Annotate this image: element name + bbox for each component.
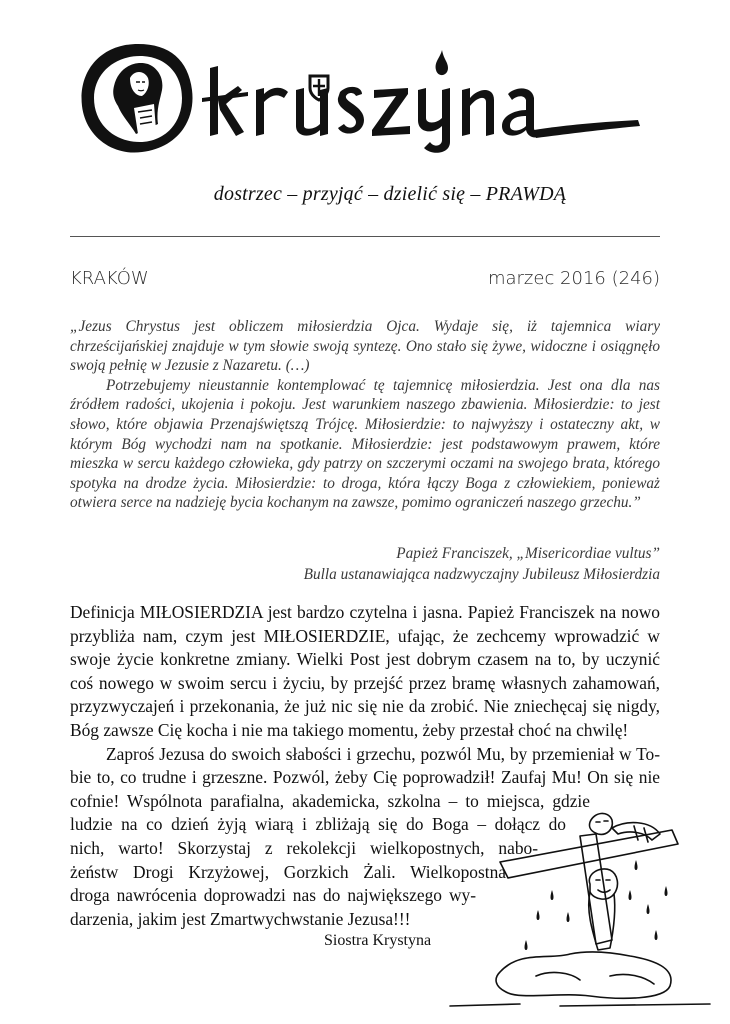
crucifixion-sketch-icon (440, 800, 720, 1010)
attribution-source: Bulla ustanawiająca nadzwyczajny Jubileusz Miłosierdzia (303, 566, 660, 583)
article-line: darzenia, jakim jest Zmartwychwstanie Jezusa!!! (70, 908, 411, 929)
article-line: cofnie! Wspólnota parafialna, akademicka, szkolna – to miejsca, gdzie (70, 790, 590, 811)
okruszyna-logo (78, 38, 658, 158)
article-line: Zaproś Jezusa do swoich słabości i grzechu, pozwól Mu, by przemieniał w To- (106, 743, 660, 764)
madonna-o-icon (82, 44, 193, 153)
quote-attribution (160, 543, 660, 585)
article-paragraph: Definicja MIŁOSIERDZIA jest bardzo czytelna i jasna. Papież Franciszek na nowo przybliża nam, czym jest MIŁOSIERDZIE, ufając, że zechcemy wprowadzić w swoje życie konkretne zmiany. Wielki Post jest dobrym czasem na to, by uczynić coś nowego w swoim sercu i życiu, by przejść przez bramę własnych zahamowań, przyzwyczajeń i przekonania, że już nic się nie da zrobić. Nie zniechęcaj się nigdy, Bóg zawsze Cię kocha i nie ma takiego momentu, żeby przestał choć na chwilę! (70, 602, 660, 740)
papal-quote (70, 317, 660, 513)
article-line: nich, warto! Skorzystaj z rekolekcji wielkopostnych, nabo- (70, 837, 538, 858)
issue-date: marzec 2016 (246) (487, 268, 660, 289)
article-line: ludzie na co dzień żyją wiarą i zbliżają się do Boga – dołącz do (70, 814, 566, 835)
author-signature: Siostra Krystyna (324, 932, 432, 949)
header-divider (70, 236, 660, 237)
title-lettering (202, 50, 640, 153)
article-line: droga nawrócenia doprowadzi nas do największego wy- (70, 885, 476, 906)
article-line: bie to, co trudne i grzeszne. Pozwól, żeby Cię poprowadził! Zaufaj Mu! On się nie (70, 767, 660, 788)
attribution-author: Papież Franciszek, „Misericordiae vultus” (396, 545, 660, 562)
article-line: żeństw Drogi Krzyżowej, Gorzkich Żali. Wielkopostna (70, 861, 506, 882)
quote-paragraph: „Jezus Chrystus jest obliczem miłosierdzia Ojca. Wydaje się, iż tajemnica wiary chrześcijańskiej znajduje w tym słowie swoją syntezę. Ono stało się żywe, widoczne i osiągnęło swoją pełnię w Jezusie z Nazaretu. (…) (70, 318, 660, 375)
masthead (0, 0, 730, 205)
masthead-motto: dostrzec – przyjąć – dzielić się – PRAWDĄ (213, 183, 567, 205)
quote-paragraph: Potrzebujemy nieustannie kontemplować tę tajemnicę miłosierdzia. Jest ona dla nas źródłem radości, ukojenia i pokoju. Jest warunkiem naszego zbawienia. Miłosierdzie: to jest słowo, które objawia Przenajświętszą Trójcę. Miłosierdzie: to najwyższy i ostateczny akt, w którym Bóg wychodzi nam na spotkanie. Miłosierdzie: jest podstawowym prawem, które mieszka w sercu każdego człowieka, gdy patrzy on szczerymi oczami na swojego brata, którego spotyka na drodze życia. Miłosierdzie: to droga, która łączy Boga z człowiekiem, ponieważ otwiera serce na nadzieję bycia kochanym na zawsze, pomimo ograniczeń naszego grzechu.” (70, 376, 660, 512)
issue-city: KRAKÓW (70, 268, 149, 289)
